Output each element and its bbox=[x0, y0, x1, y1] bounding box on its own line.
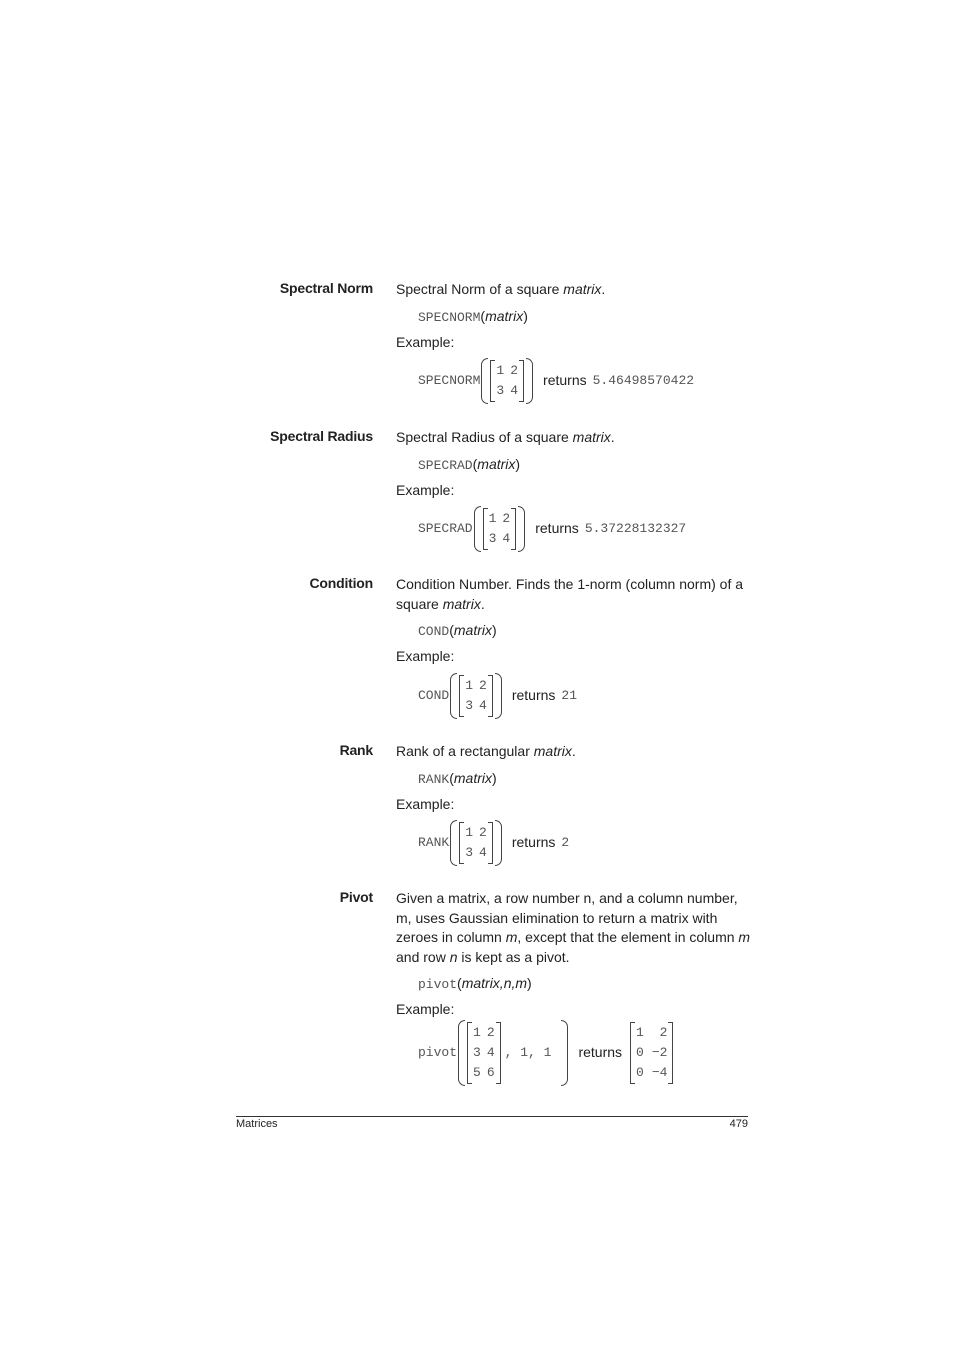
matrix-cell: 3 bbox=[488, 531, 497, 546]
description-text: , except that the element in column bbox=[517, 929, 739, 945]
description-emphasis: m bbox=[738, 929, 751, 945]
matrix-cell: 4 bbox=[510, 383, 519, 398]
example bbox=[418, 1020, 752, 1086]
left-paren bbox=[458, 1020, 465, 1086]
matrix-cell: 1 bbox=[465, 677, 474, 693]
left-paren bbox=[450, 673, 457, 719]
description-text: . bbox=[610, 429, 615, 445]
matrix-cell: 1 bbox=[636, 1024, 644, 1040]
matrix bbox=[467, 1022, 501, 1084]
example bbox=[418, 506, 752, 552]
matrix-row bbox=[496, 381, 518, 401]
description-text: . bbox=[571, 743, 576, 759]
result-value: 5.37228132327 bbox=[584, 521, 687, 537]
description-text: and row bbox=[396, 948, 450, 965]
matrix-row bbox=[473, 1063, 495, 1083]
paren-group bbox=[449, 820, 504, 866]
description-emphasis: m bbox=[505, 929, 518, 945]
matrix-cell: 2 bbox=[486, 1024, 495, 1040]
description-text: Given a matrix, a row number n, and a column number, m, uses Gaussian elimination to return a matrix with zeroes in column bbox=[396, 890, 738, 945]
matrix-cell: −4 bbox=[651, 1064, 668, 1080]
syntax: SPECNORM(matrix) bbox=[418, 307, 528, 325]
syntax-args: matrix bbox=[477, 455, 516, 472]
right-paren bbox=[495, 673, 502, 719]
example-function: pivot bbox=[418, 1044, 458, 1060]
example-label: Example: bbox=[396, 795, 455, 812]
matrix-cell: 4 bbox=[502, 531, 511, 546]
matrix-row bbox=[473, 1023, 495, 1043]
description-text: Rank of a rectangular bbox=[396, 743, 534, 759]
matrix bbox=[459, 822, 493, 864]
matrix-cell: 2 bbox=[479, 825, 487, 840]
returns-label: returns bbox=[511, 834, 556, 851]
matrix-cell: 2 bbox=[502, 511, 511, 526]
matrix-row bbox=[636, 1023, 667, 1043]
matrix-cell: 4 bbox=[479, 845, 487, 860]
syntax-args: matrix bbox=[485, 307, 524, 324]
description-emphasis: matrix bbox=[563, 281, 602, 297]
matrix-cell: 3 bbox=[465, 845, 474, 860]
description bbox=[396, 280, 752, 300]
result-value: 21 bbox=[561, 687, 578, 703]
matrix-cell: 2 bbox=[479, 677, 487, 693]
syntax: COND(matrix) bbox=[418, 622, 497, 639]
syntax: RANK(matrix) bbox=[418, 769, 497, 787]
matrix-row bbox=[473, 1043, 495, 1063]
example-function: SPECNORM bbox=[418, 373, 481, 389]
matrix-cell: 5 bbox=[473, 1064, 481, 1080]
result-value: 5.46498570422 bbox=[592, 373, 695, 389]
term-heading: Pivot bbox=[339, 889, 373, 905]
example-label: Example: bbox=[396, 1001, 455, 1017]
description-emphasis: matrix bbox=[442, 595, 481, 612]
extra-args: , 1, 1 bbox=[504, 1044, 552, 1060]
matrix bbox=[490, 360, 524, 402]
syntax-args: matrix,n,m bbox=[461, 975, 528, 991]
example-label: Example: bbox=[396, 481, 455, 498]
right-paren bbox=[561, 1020, 568, 1086]
description bbox=[396, 575, 752, 614]
term-heading: Spectral Radius bbox=[270, 428, 373, 444]
description bbox=[396, 742, 752, 762]
entry-body bbox=[396, 280, 752, 404]
paren-group bbox=[473, 506, 528, 552]
returns-label: returns bbox=[543, 372, 587, 389]
entry-body bbox=[396, 428, 752, 552]
example bbox=[418, 358, 752, 404]
syntax-function: SPECRAD bbox=[418, 457, 473, 473]
entry-body bbox=[396, 575, 752, 719]
entry-body bbox=[396, 742, 752, 866]
description-emphasis: n bbox=[449, 948, 458, 965]
matrix-row bbox=[636, 1063, 667, 1083]
left-paren bbox=[481, 358, 488, 404]
term-heading: Rank bbox=[339, 742, 373, 758]
description-text: Condition Number. Finds the 1-norm (column norm) of a square bbox=[396, 576, 744, 612]
page-number: 479 bbox=[729, 1118, 748, 1130]
matrix-cell: −2 bbox=[651, 1044, 668, 1060]
example bbox=[418, 820, 752, 866]
matrix-row bbox=[496, 361, 518, 381]
right-paren bbox=[526, 358, 533, 404]
matrix-cell: 1 bbox=[465, 825, 474, 840]
matrix-row bbox=[465, 696, 487, 716]
matrix-cell: 0 bbox=[636, 1044, 644, 1060]
syntax: SPECRAD(matrix) bbox=[418, 455, 521, 473]
matrix-cell: 3 bbox=[496, 383, 505, 398]
example-function: SPECRAD bbox=[418, 521, 473, 537]
syntax: pivot(matrix,n,m) bbox=[418, 975, 532, 992]
matrix-cell: 2 bbox=[659, 1024, 668, 1040]
example-function: COND bbox=[418, 687, 450, 703]
footer-rule bbox=[236, 1116, 748, 1117]
matrix bbox=[483, 508, 517, 550]
description-emphasis: matrix bbox=[572, 429, 611, 445]
matrix-cell: 1 bbox=[473, 1024, 481, 1040]
matrix-cell: 3 bbox=[473, 1044, 481, 1060]
matrix-cell: 1 bbox=[488, 511, 497, 526]
description bbox=[396, 428, 752, 448]
paren-group bbox=[480, 358, 535, 404]
description-text: . bbox=[480, 595, 485, 612]
returns-label: returns bbox=[535, 520, 579, 537]
syntax-args: matrix bbox=[453, 769, 493, 786]
matrix-row bbox=[489, 529, 511, 549]
returns-label: returns bbox=[511, 686, 556, 703]
description-emphasis: matrix bbox=[533, 743, 572, 759]
matrix-row bbox=[489, 509, 511, 529]
result-value: 2 bbox=[561, 835, 570, 851]
term-heading: Spectral Norm bbox=[279, 280, 373, 296]
syntax-function: pivot bbox=[418, 977, 458, 992]
syntax-function: RANK bbox=[418, 771, 450, 787]
paren-group bbox=[457, 1020, 570, 1086]
description-text: Spectral Norm of a square bbox=[396, 281, 564, 297]
matrix-cell: 1 bbox=[496, 363, 505, 378]
matrix-cell: 6 bbox=[486, 1064, 495, 1080]
entry-body bbox=[396, 889, 752, 1086]
syntax-function: SPECNORM bbox=[418, 309, 481, 325]
matrix bbox=[459, 675, 493, 717]
left-paren bbox=[474, 506, 481, 552]
result-matrix bbox=[630, 1022, 673, 1084]
term-heading: Condition bbox=[309, 575, 373, 591]
matrix-row bbox=[465, 823, 487, 843]
example bbox=[418, 673, 752, 719]
left-paren bbox=[450, 820, 457, 866]
example-label: Example: bbox=[396, 333, 455, 350]
description-text: Spectral Radius of a square bbox=[396, 429, 573, 445]
syntax-function: COND bbox=[418, 624, 450, 639]
paren-group bbox=[449, 673, 504, 719]
right-paren bbox=[518, 506, 525, 552]
matrix-row bbox=[465, 843, 487, 863]
matrix-cell: 0 bbox=[636, 1064, 644, 1080]
footer-section: Matrices bbox=[236, 1118, 278, 1130]
matrix-cell: 4 bbox=[479, 697, 487, 713]
matrix-row bbox=[636, 1043, 667, 1063]
matrix-cell: 4 bbox=[486, 1044, 495, 1060]
example-label: Example: bbox=[396, 648, 455, 664]
description bbox=[396, 889, 752, 967]
description-text: . bbox=[601, 281, 606, 297]
matrix-row bbox=[465, 676, 487, 696]
syntax-args: matrix bbox=[453, 622, 493, 638]
example-function: RANK bbox=[418, 835, 450, 851]
returns-label: returns bbox=[578, 1043, 623, 1060]
matrix-cell: 3 bbox=[465, 697, 474, 713]
right-paren bbox=[495, 820, 502, 866]
description-text: is kept as a pivot. bbox=[457, 948, 570, 965]
matrix-cell: 2 bbox=[510, 363, 519, 378]
